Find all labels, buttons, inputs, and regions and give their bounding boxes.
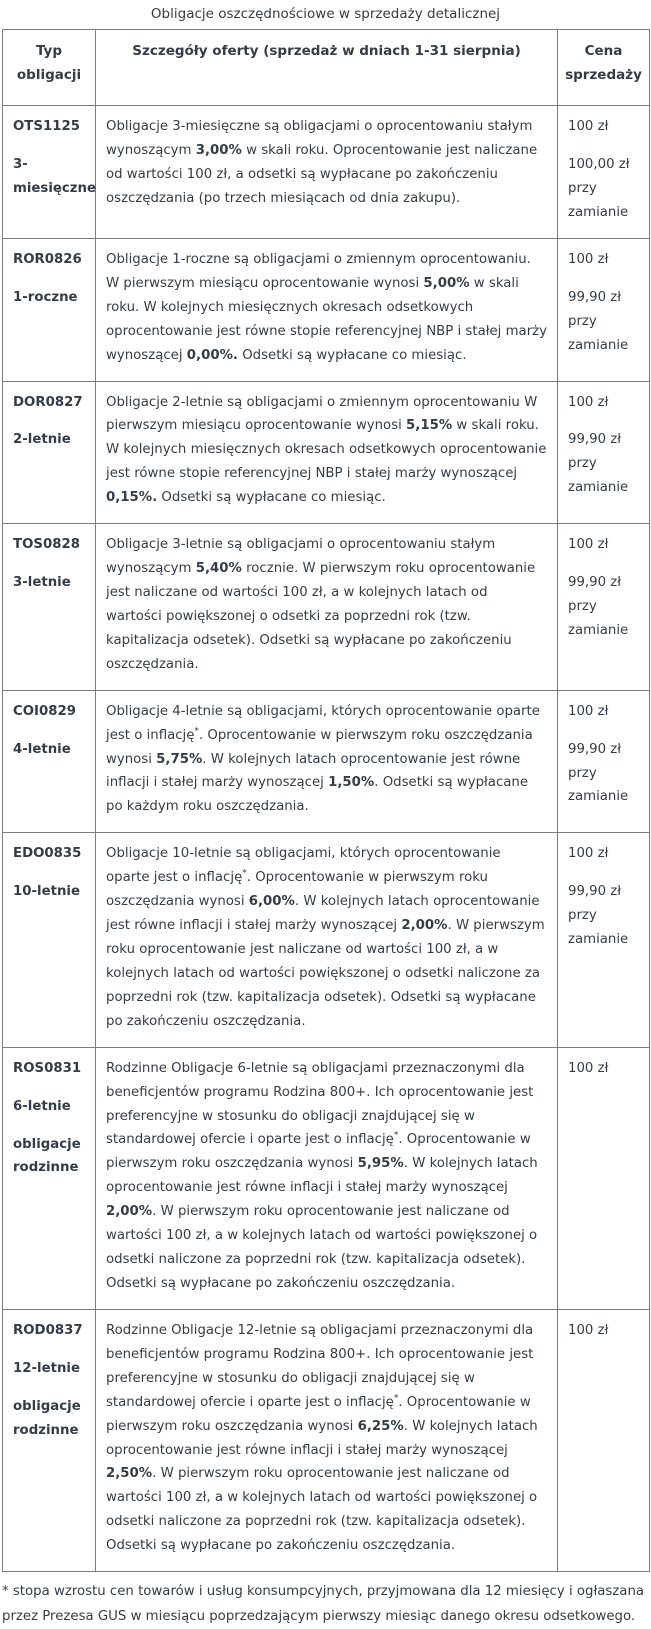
bond-details-cell xyxy=(96,1047,558,1309)
bond-price: 100 zł xyxy=(568,846,609,862)
bond-price: 100 zł xyxy=(568,1060,609,1076)
bonds-table-body xyxy=(3,106,650,1572)
bond-details-text: Rodzinne Obligacje 6-letnie są obligacjami przeznaczonymi dla beneficjentów programu Rodzina 800+. Ich oprocentowanie jest preferencyjne w stosunku do obligacji znajdującej się w standardowej ofercie i oparte jest o inflację*. Oprocentowanie w pierwszym roku oszczędzania wynosi 5,95%. W kolejnych latach oprocentowanie jest równe inflacji i stałej marży wynoszącej 2,00%. W pierwszym roku oprocentowanie jest naliczane od wartości 100 zł, a w kolejnych latach od wartości powiększonej o odsetki naliczone za poprzedni rok (tzw. kapitalizacja odsetek). Odsetki są wypłacane po zakończeniu oszczędzania. xyxy=(106,1060,538,1291)
header-row xyxy=(3,30,650,106)
bond-details-text: Obligacje 3-letnie są obligacjami o oprocentowaniu stałym wynoszącym 5,40% rocznie. W pierwszym roku oprocentowanie jest naliczane od wartości 100 zł, a w kolejnych latach od wartości powiększonej o odsetki za poprzedni rok (tzw. kapitalizacja odsetek). Odsetki są wypłacane po zakończeniu oszczędzania. xyxy=(106,537,536,672)
bond-exchange-price: 99,90 zł przy zamianie xyxy=(568,884,629,948)
bonds-table-header xyxy=(3,30,650,106)
bond-details-text: Obligacje 1-roczne są obligacjami o zmiennym oprocentowaniu. W pierwszym miesiącu oprocentowanie wynosi 5,00% w skali roku. W kolejnych miesięcznych okresach odsetkowych oprocentowanie jest równe stopie referencyjnej NBP i stałej marży wynoszącej 0,00%. Odsetki są wypłacane co miesiąc. xyxy=(106,251,548,363)
bond-code: TOS0828 xyxy=(13,537,80,553)
table-row xyxy=(3,238,650,381)
bond-type-cell xyxy=(3,106,96,239)
bond-price-cell xyxy=(558,524,650,691)
bond-type-cell xyxy=(3,1309,96,1571)
bond-term: 1-roczne xyxy=(13,289,78,305)
bond-term: 2-letnie xyxy=(13,432,71,448)
bond-details-text: Obligacje 3-miesięczne są obligacjami o oprocentowaniu stałym wynoszącym 3,00% w skali roku. Oprocentowanie jest naliczane od wartości 100 zł, a odsetki są wypłacane po zakończeniu oszczędzania (po trzech miesiącach od dnia zakupu). xyxy=(106,119,538,207)
bond-family-label: obligacje rodzinne xyxy=(13,1136,81,1176)
bond-price-cell xyxy=(558,381,650,524)
bond-details-cell xyxy=(96,106,558,239)
bond-code: ROS0831 xyxy=(13,1060,82,1076)
footnote: * stopa wzrostu cen towarów i usług konsumpcyjnych, przyjmowana dla 12 miesięcy i ogłaszana przez Prezesa GUS w miesiącu poprzedzającym pierwszy miesiąc danego okresu odsetkowego. xyxy=(2,1584,645,1624)
bond-type-cell xyxy=(3,833,96,1047)
table-row xyxy=(3,106,650,239)
bond-price: 100 zł xyxy=(568,251,609,267)
bond-price-cell xyxy=(558,238,650,381)
bond-details-cell xyxy=(96,238,558,381)
bond-price: 100 zł xyxy=(568,1322,609,1338)
bond-type-cell xyxy=(3,1047,96,1309)
page-title: Obligacje oszczędnościowe w sprzedaży detalicznej xyxy=(150,6,501,22)
bond-code: ROD0837 xyxy=(13,1322,83,1338)
bond-code: EDO0835 xyxy=(13,846,82,862)
bond-details-cell xyxy=(96,690,558,833)
bond-details-text: Obligacje 4-letnie są obligacjami, których oprocentowanie oparte jest o inflację*. Oprocentowanie w pierwszym roku oszczędzania wynosi 5,75%. W kolejnych latach oprocentowanie jest równe inflacji i stałej marży wynoszącej 1,50%. Odsetki są wypłacane po każdym roku oszczędzania. xyxy=(106,703,540,815)
bond-price-cell xyxy=(558,106,650,239)
bond-price-cell xyxy=(558,690,650,833)
col-header-sale-price: Cena sprzedaży xyxy=(558,30,650,106)
bond-term: 4-letnie xyxy=(13,741,71,757)
bond-price-cell xyxy=(558,833,650,1047)
bonds-table xyxy=(2,29,650,1572)
bond-exchange-price: 99,90 zł przy zamianie xyxy=(568,432,629,496)
table-row xyxy=(3,1047,650,1309)
bond-code: DOR0827 xyxy=(13,394,83,410)
bond-code: ROR0826 xyxy=(13,251,82,267)
bond-term: 3-miesięczne xyxy=(13,157,97,197)
col-header-offer-details: Szczegóły oferty (sprzedaż w dniach 1-31 sierpnia) xyxy=(96,30,558,106)
page xyxy=(0,6,651,1629)
col-header-bond-type: Typ obligacji xyxy=(3,30,96,106)
bond-details-cell xyxy=(96,381,558,524)
table-row xyxy=(3,381,650,524)
bond-exchange-price: 99,90 zł przy zamianie xyxy=(568,289,629,353)
bond-price: 100 zł xyxy=(568,703,609,719)
bond-details-text: Obligacje 10-letnie są obligacjami, których oprocentowanie oparte jest o inflację*. Oprocentowanie w pierwszym roku oszczędzania wynosi 6,00%. W kolejnych latach oprocentowanie jest równe inflacji i stałej marży wynoszącej 2,00%. W pierwszym roku oprocentowanie jest naliczane od wartości 100 zł, a w kolejnych latach od wartości powiększonej o odsetki naliczone za poprzedni rok (tzw. kapitalizacja odsetek). Odsetki są wypłacane po zakończeniu oszczędzania. xyxy=(106,846,545,1029)
bond-code: OTS1125 xyxy=(13,119,80,135)
table-row xyxy=(3,690,650,833)
bond-type-cell xyxy=(3,690,96,833)
table-row xyxy=(3,524,650,691)
bond-type-cell xyxy=(3,238,96,381)
bond-price: 100 zł xyxy=(568,537,609,553)
bond-term: 10-letnie xyxy=(13,884,80,900)
bond-price-cell xyxy=(558,1047,650,1309)
bond-term: 6-letnie xyxy=(13,1098,71,1114)
bond-family-label: obligacje rodzinne xyxy=(13,1398,81,1438)
bond-details-text: Obligacje 2-letnie są obligacjami o zmiennym oprocentowaniu W pierwszym miesiącu oprocentowanie wynosi 5,15% w skali roku. W kolejnych miesięcznych okresach odsetkowych oprocentowanie jest równe stopie referencyjnej NBP i stałej marży wynoszącej 0,15%. Odsetki są wypłacane co miesiąc. xyxy=(106,394,547,506)
bond-details-cell xyxy=(96,1309,558,1571)
bond-term: 12-letnie xyxy=(13,1360,80,1376)
bond-price: 100 zł xyxy=(568,394,609,410)
table-row xyxy=(3,833,650,1047)
table-row xyxy=(3,1309,650,1571)
bond-exchange-price: 99,90 zł przy zamianie xyxy=(568,741,629,805)
bond-exchange-price: 99,90 zł przy zamianie xyxy=(568,575,629,638)
bond-term: 3-letnie xyxy=(13,575,71,591)
bond-exchange-price: 100,00 zł przy zamianie xyxy=(568,157,630,221)
bond-type-cell xyxy=(3,524,96,691)
bond-code: COI0829 xyxy=(13,703,77,719)
bond-details-cell xyxy=(96,833,558,1047)
bond-type-cell xyxy=(3,381,96,524)
bond-details-text: Rodzinne Obligacje 12-letnie są obligacjami przeznaczonymi dla beneficjentów programu Rodzina 800+. Ich oprocentowanie jest preferencyjne w stosunku do obligacji znajdującej się w standardowej ofercie i oparte jest o inflację*. Oprocentowanie w pierwszym roku oszczędzania wynosi 6,25%. W kolejnych latach oprocentowanie jest równe inflacji i stałej marży wynoszącej 2,50%. W pierwszym roku oprocentowanie jest naliczane od wartości 100 zł, a w kolejnych latach od wartości powiększonej o odsetki naliczone za poprzedni rok (tzw. kapitalizacja odsetek). Odsetki są wypłacane po zakończeniu oszczędzania. xyxy=(106,1322,538,1554)
bond-price-cell xyxy=(558,1309,650,1571)
bond-details-cell xyxy=(96,524,558,691)
bond-price: 100 zł xyxy=(568,119,609,135)
